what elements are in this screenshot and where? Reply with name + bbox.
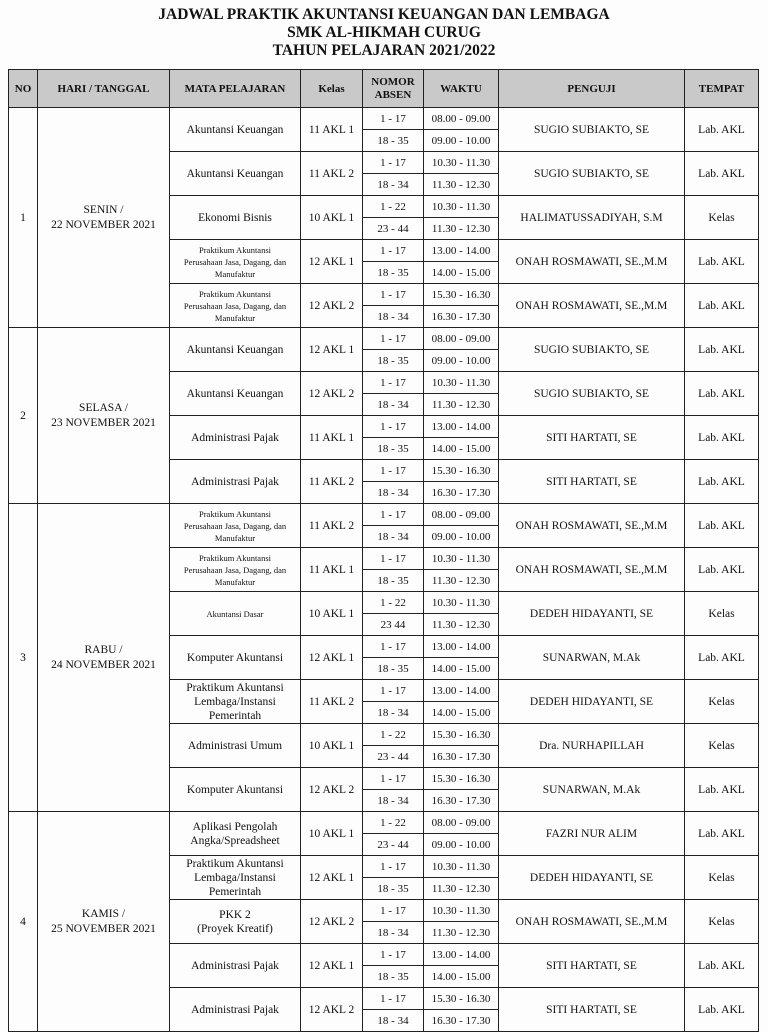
absen-range: 18 - 35 (363, 262, 424, 284)
absen-range: 18 - 34 (363, 482, 424, 504)
time-slot: 11.30 - 12.30 (424, 878, 499, 900)
location-cell: Lab. AKL (685, 372, 759, 416)
examiner-cell: Dra. NURHAPILLAH (499, 724, 685, 768)
time-slot: 16.30 - 17.30 (424, 746, 499, 768)
subject-cell (170, 592, 301, 636)
examiner-cell: HALIMATUSSADIYAH, S.M (499, 196, 685, 240)
header-penguji: PENGUJI (499, 70, 685, 108)
examiner-cell: SUGIO SUBIAKTO, SE (499, 372, 685, 416)
day-date-cell (38, 328, 170, 504)
examiner-cell: ONAH ROSMAWATI, SE.,M.M (499, 548, 685, 592)
examiner-cell: DEDEH HIDAYANTI, SE (499, 592, 685, 636)
subject-cell (170, 944, 301, 988)
class-cell: 12 AKL 2 (301, 284, 363, 328)
examiner-cell: ONAH ROSMAWATI, SE.,M.M (499, 900, 685, 944)
header-waktu: WAKTU (424, 70, 499, 108)
time-slot: 16.30 - 17.30 (424, 482, 499, 504)
subject-line: Manufaktur (214, 268, 256, 279)
examiner-cell: SUGIO SUBIAKTO, SE (499, 108, 685, 152)
absen-range: 18 - 35 (363, 130, 424, 152)
absen-range: 18 - 34 (363, 526, 424, 548)
subject-cell (170, 372, 301, 416)
header-absen-line2: ABSEN (374, 88, 412, 101)
absen-range: 18 - 34 (363, 790, 424, 812)
subject-cell (170, 328, 301, 372)
examiner-cell: SITI HARTATI, SE (499, 416, 685, 460)
header-hari: HARI / TANGGAL (38, 70, 170, 108)
class-cell: 11 AKL 2 (301, 460, 363, 504)
schedule-body (9, 108, 759, 1032)
header-mapel: MATA PELAJARAN (170, 70, 301, 108)
subject-cell (170, 988, 301, 1032)
class-cell: 10 AKL 1 (301, 196, 363, 240)
absen-range: 18 - 34 (363, 306, 424, 328)
location-cell: Lab. AKL (685, 944, 759, 988)
location-cell: Lab. AKL (685, 108, 759, 152)
absen-range: 1 - 17 (363, 856, 424, 878)
time-slot: 11.30 - 12.30 (424, 614, 499, 636)
class-cell: 11 AKL 1 (301, 108, 363, 152)
time-slot: 15.30 - 16.30 (424, 460, 499, 482)
time-slot: 14.00 - 15.00 (424, 658, 499, 680)
absen-range: 1 - 17 (363, 416, 424, 438)
examiner-cell: SITI HARTATI, SE (499, 944, 685, 988)
time-slot: 13.00 - 14.00 (424, 680, 499, 702)
absen-range: 1 - 17 (363, 372, 424, 394)
time-slot: 09.00 - 10.00 (424, 526, 499, 548)
time-slot: 14.00 - 15.00 (424, 702, 499, 724)
class-cell: 12 AKL 2 (301, 768, 363, 812)
absen-range: 1 - 17 (363, 988, 424, 1010)
header-no: NO (9, 70, 38, 108)
location-cell: Lab. AKL (685, 768, 759, 812)
subject-line: Perusahaan Jasa, Dagang, dan (183, 256, 287, 267)
document-title: JADWAL PRAKTIK AKUNTANSI KEUANGAN DAN LEMBAGA (158, 6, 610, 23)
absen-range: 1 - 22 (363, 592, 424, 614)
time-slot: 15.30 - 16.30 (424, 284, 499, 306)
absen-range: 1 - 17 (363, 504, 424, 526)
subject-line: Praktikum Akuntansi (198, 552, 271, 563)
subject-line: Ekonomi Bisnis (198, 211, 272, 224)
time-slot: 09.00 - 10.00 (424, 834, 499, 856)
subject-cell (170, 196, 301, 240)
time-slot: 14.00 - 15.00 (424, 438, 499, 460)
subject-line: Administrasi Pajak (191, 475, 279, 488)
time-slot: 15.30 - 16.30 (424, 724, 499, 746)
subject-line: PKK 2 (219, 908, 251, 921)
subject-cell (170, 416, 301, 460)
time-slot: 10.30 - 11.30 (424, 592, 499, 614)
class-cell: 12 AKL 1 (301, 636, 363, 680)
class-cell: 12 AKL 2 (301, 900, 363, 944)
school-name: SMK AL-HIKMAH CURUG (287, 24, 481, 41)
examiner-cell: ONAH ROSMAWATI, SE.,M.M (499, 240, 685, 284)
examiner-cell: DEDEH HIDAYANTI, SE (499, 680, 685, 724)
day-date: 24 NOVEMBER 2021 (51, 658, 156, 671)
day-date-cell (38, 504, 170, 812)
location-cell: Lab. AKL (685, 988, 759, 1032)
table-row (9, 108, 759, 130)
time-slot: 11.30 - 12.30 (424, 570, 499, 592)
absen-range: 18 - 35 (363, 658, 424, 680)
time-slot: 08.00 - 09.00 (424, 504, 499, 526)
subject-line: Praktikum Akuntansi (198, 288, 271, 299)
day-name: RABU / (84, 643, 123, 656)
absen-range: 1 - 17 (363, 636, 424, 658)
time-slot: 10.30 - 11.30 (424, 900, 499, 922)
examiner-cell: SUGIO SUBIAKTO, SE (499, 328, 685, 372)
examiner-cell: ONAH ROSMAWATI, SE.,M.M (499, 284, 685, 328)
absen-range: 18 - 34 (363, 922, 424, 944)
class-cell: 12 AKL 1 (301, 328, 363, 372)
time-slot: 13.00 - 14.00 (424, 416, 499, 438)
subject-line: Pemerintah (208, 709, 262, 722)
day-name: SENIN / (83, 203, 124, 216)
subject-line: Administrasi Pajak (191, 431, 279, 444)
time-slot: 08.00 - 09.00 (424, 108, 499, 130)
location-cell: Kelas (685, 680, 759, 724)
day-name: SELASA / (79, 401, 128, 414)
absen-range: 1 - 17 (363, 900, 424, 922)
subject-line: Aplikasi Pengolah (192, 820, 278, 833)
subject-line: Perusahaan Jasa, Dagang, dan (183, 520, 287, 531)
subject-cell (170, 680, 301, 724)
location-cell: Lab. AKL (685, 812, 759, 856)
absen-range: 23 - 44 (363, 746, 424, 768)
subject-line: Komputer Akuntansi (186, 651, 284, 664)
subject-cell (170, 460, 301, 504)
schedule-table (8, 69, 759, 1032)
subject-line: Angka/Spreadsheet (190, 834, 280, 847)
class-cell: 10 AKL 1 (301, 724, 363, 768)
location-cell: Kelas (685, 196, 759, 240)
class-cell: 11 AKL 2 (301, 504, 363, 548)
day-name: KAMIS / (81, 907, 126, 920)
location-cell: Kelas (685, 856, 759, 900)
subject-cell (170, 812, 301, 856)
time-slot: 16.30 - 17.30 (424, 306, 499, 328)
time-slot: 14.00 - 15.00 (424, 262, 499, 284)
examiner-cell: SUNARWAN, M.Ak (499, 768, 685, 812)
absen-range: 1 - 22 (363, 724, 424, 746)
time-slot: 15.30 - 16.30 (424, 768, 499, 790)
subject-line: Lembaga/Instansi (194, 871, 276, 884)
absen-range: 1 - 17 (363, 944, 424, 966)
time-slot: 15.30 - 16.30 (424, 988, 499, 1010)
location-cell: Lab. AKL (685, 636, 759, 680)
subject-line: Praktikum Akuntansi (198, 508, 271, 519)
absen-range: 18 - 35 (363, 570, 424, 592)
subject-cell (170, 284, 301, 328)
absen-range: 1 - 22 (363, 196, 424, 218)
subject-cell (170, 548, 301, 592)
subject-line: Administrasi Umum (187, 739, 283, 752)
subject-line: Manufaktur (214, 532, 256, 543)
class-cell: 10 AKL 1 (301, 592, 363, 636)
class-cell: 11 AKL 2 (301, 152, 363, 196)
time-slot: 11.30 - 12.30 (424, 174, 499, 196)
subject-cell (170, 768, 301, 812)
subject-line: Administrasi Pajak (191, 959, 279, 972)
absen-range: 18 - 35 (363, 438, 424, 460)
subject-cell (170, 900, 301, 944)
time-slot: 09.00 - 10.00 (424, 350, 499, 372)
header-kelas: Kelas (301, 70, 363, 108)
time-slot: 09.00 - 10.00 (424, 130, 499, 152)
subject-line: Praktikum Akuntansi (186, 681, 284, 694)
table-row (9, 812, 759, 834)
subject-line: Akuntansi Keuangan (186, 387, 284, 400)
time-slot: 13.00 - 14.00 (424, 240, 499, 262)
time-slot: 10.30 - 11.30 (424, 856, 499, 878)
location-cell: Lab. AKL (685, 548, 759, 592)
location-cell: Lab. AKL (685, 504, 759, 548)
absen-range: 18 - 34 (363, 174, 424, 196)
day-number: 4 (9, 812, 38, 1032)
day-date: 22 NOVEMBER 2021 (51, 218, 156, 231)
location-cell: Lab. AKL (685, 460, 759, 504)
class-cell: 10 AKL 1 (301, 812, 363, 856)
absen-range: 1 - 17 (363, 108, 424, 130)
class-cell: 11 AKL 2 (301, 680, 363, 724)
subject-line: Perusahaan Jasa, Dagang, dan (183, 300, 287, 311)
subject-line: Lembaga/Instansi (194, 695, 276, 708)
subject-line: Administrasi Pajak (191, 1003, 279, 1016)
time-slot: 10.30 - 11.30 (424, 152, 499, 174)
absen-range: 18 - 35 (363, 350, 424, 372)
absen-range: 23 - 44 (363, 834, 424, 856)
time-slot: 11.30 - 12.30 (424, 922, 499, 944)
absen-range: 1 - 17 (363, 284, 424, 306)
time-slot: 16.30 - 17.30 (424, 790, 499, 812)
subject-line: (Proyek Kreatif) (197, 922, 273, 935)
subject-line: Akuntansi Keuangan (186, 167, 284, 180)
location-cell: Lab. AKL (685, 328, 759, 372)
time-slot: 16.30 - 17.30 (424, 1010, 499, 1032)
location-cell: Lab. AKL (685, 240, 759, 284)
subject-cell (170, 152, 301, 196)
examiner-cell: ONAH ROSMAWATI, SE.,M.M (499, 504, 685, 548)
absen-range: 23 - 44 (363, 218, 424, 240)
class-cell: 12 AKL 2 (301, 372, 363, 416)
absen-range: 1 - 17 (363, 460, 424, 482)
examiner-cell: SITI HARTATI, SE (499, 460, 685, 504)
class-cell: 12 AKL 1 (301, 856, 363, 900)
subject-cell (170, 636, 301, 680)
examiner-cell: SUGIO SUBIAKTO, SE (499, 152, 685, 196)
class-cell: 11 AKL 1 (301, 548, 363, 592)
location-cell: Kelas (685, 900, 759, 944)
time-slot: 08.00 - 09.00 (424, 812, 499, 834)
class-cell: 12 AKL 1 (301, 944, 363, 988)
time-slot: 11.30 - 12.30 (424, 394, 499, 416)
subject-cell (170, 240, 301, 284)
absen-range: 23 44 (363, 614, 424, 636)
absen-range: 1 - 17 (363, 240, 424, 262)
examiner-cell: DEDEH HIDAYANTI, SE (499, 856, 685, 900)
time-slot: 08.00 - 09.00 (424, 328, 499, 350)
header-row (9, 70, 759, 108)
header-absen (363, 70, 424, 108)
day-date: 23 NOVEMBER 2021 (51, 416, 156, 429)
subject-line: Akuntansi Keuangan (186, 123, 284, 136)
absen-range: 18 - 34 (363, 394, 424, 416)
subject-line: Manufaktur (214, 576, 256, 587)
academic-year: TAHUN PELAJARAN 2021/2022 (272, 42, 496, 59)
subject-line: Praktikum Akuntansi (186, 857, 284, 870)
location-cell: Lab. AKL (685, 284, 759, 328)
absen-range: 1 - 17 (363, 328, 424, 350)
absen-range: 1 - 17 (363, 768, 424, 790)
examiner-cell: SUNARWAN, M.Ak (499, 636, 685, 680)
time-slot: 10.30 - 11.30 (424, 196, 499, 218)
day-number: 1 (9, 108, 38, 328)
table-row (9, 504, 759, 526)
absen-range: 18 - 35 (363, 878, 424, 900)
time-slot: 11.30 - 12.30 (424, 218, 499, 240)
absen-range: 1 - 22 (363, 812, 424, 834)
table-row (9, 328, 759, 350)
location-cell: Lab. AKL (685, 152, 759, 196)
subject-line: Manufaktur (214, 312, 256, 323)
day-number: 3 (9, 504, 38, 812)
header-absen-line1: NOMOR (371, 75, 415, 88)
class-cell: 12 AKL 2 (301, 988, 363, 1032)
time-slot: 14.00 - 15.00 (424, 966, 499, 988)
subject-cell (170, 108, 301, 152)
subject-line: Praktikum Akuntansi (198, 244, 271, 255)
subject-line: Perusahaan Jasa, Dagang, dan (183, 564, 287, 575)
day-date-cell (38, 108, 170, 328)
location-cell: Kelas (685, 592, 759, 636)
time-slot: 10.30 - 11.30 (424, 548, 499, 570)
subject-cell (170, 856, 301, 900)
absen-range: 1 - 17 (363, 680, 424, 702)
header-tempat: TEMPAT (685, 70, 759, 108)
absen-range: 18 - 34 (363, 1010, 424, 1032)
examiner-cell: FAZRI NUR ALIM (499, 812, 685, 856)
examiner-cell: SITI HARTATI, SE (499, 988, 685, 1032)
time-slot: 10.30 - 11.30 (424, 372, 499, 394)
time-slot: 13.00 - 14.00 (424, 636, 499, 658)
absen-range: 1 - 17 (363, 548, 424, 570)
day-date: 25 NOVEMBER 2021 (51, 922, 156, 935)
location-cell: Lab. AKL (685, 416, 759, 460)
subject-cell (170, 504, 301, 548)
day-date-cell (38, 812, 170, 1032)
absen-range: 1 - 17 (363, 152, 424, 174)
absen-range: 18 - 35 (363, 966, 424, 988)
subject-line: Akuntansi Dasar (206, 608, 264, 619)
location-cell: Kelas (685, 724, 759, 768)
time-slot: 13.00 - 14.00 (424, 944, 499, 966)
absen-range: 18 - 34 (363, 702, 424, 724)
day-number: 2 (9, 328, 38, 504)
subject-line: Akuntansi Keuangan (186, 343, 284, 356)
subject-line: Komputer Akuntansi (186, 783, 284, 796)
subject-line: Pemerintah (208, 885, 262, 898)
class-cell: 11 AKL 1 (301, 416, 363, 460)
subject-cell (170, 724, 301, 768)
class-cell: 12 AKL 1 (301, 240, 363, 284)
